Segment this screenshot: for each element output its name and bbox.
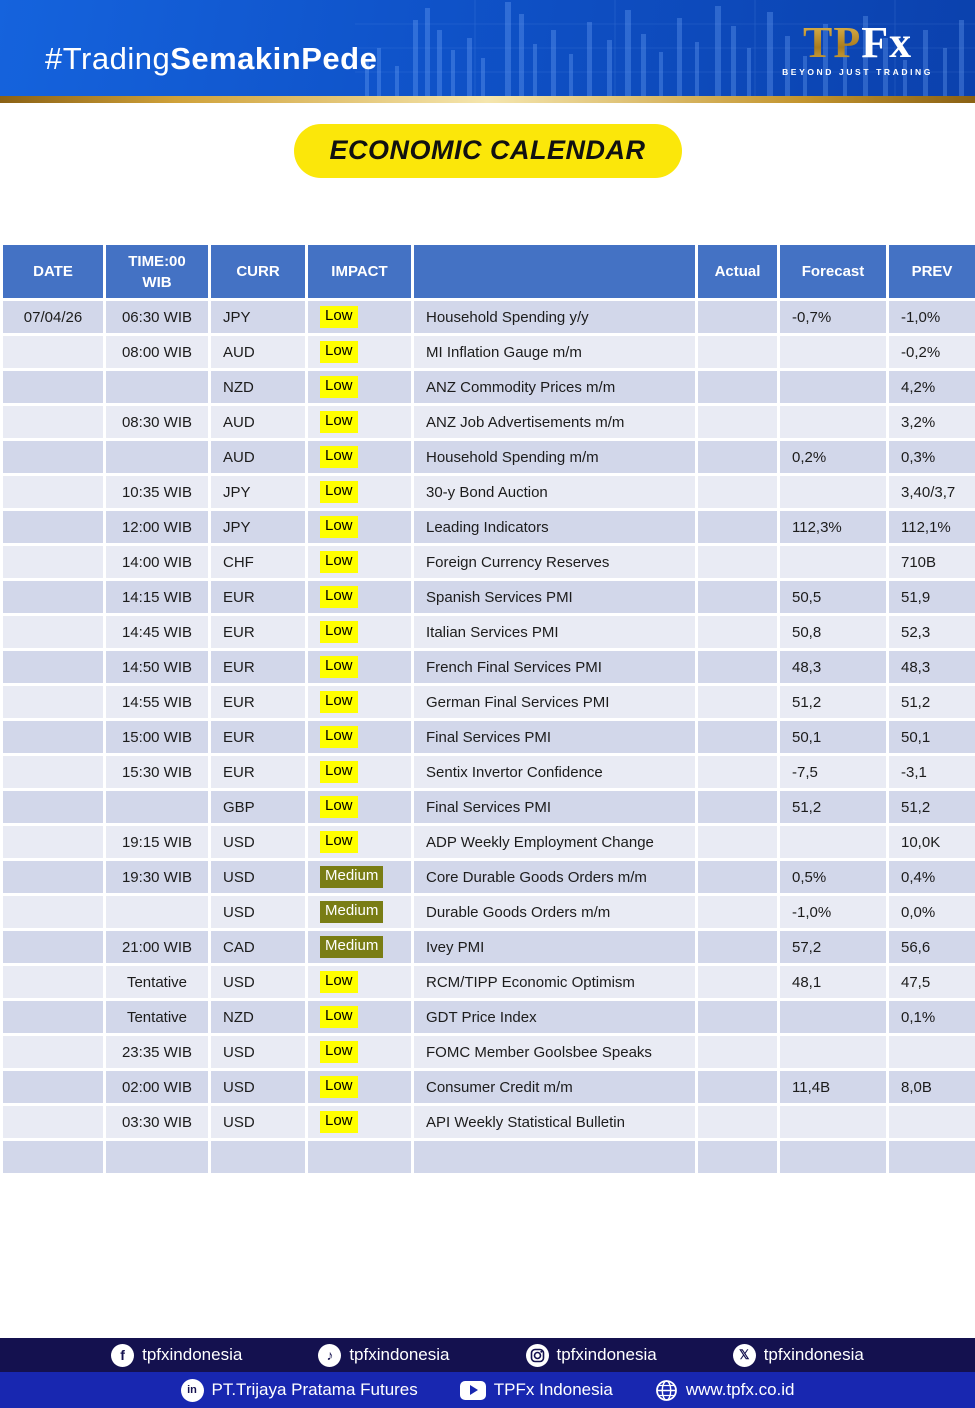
cell-event: Final Services PMI	[414, 791, 695, 823]
table-row	[3, 826, 975, 858]
cell-time: 15:00 WIB	[106, 721, 208, 753]
cell-prev: 50,1	[889, 721, 975, 753]
cell-forecast: 0,2%	[780, 441, 886, 473]
cell-actual	[698, 511, 777, 543]
cell-impact	[308, 301, 411, 333]
cell-prev: -0,2%	[889, 336, 975, 368]
social-label: tpfxindonesia	[763, 1345, 864, 1364]
hashtag-bold-part: SemakinPede	[170, 41, 378, 76]
cell-actual	[698, 406, 777, 438]
cell-event: GDT Price Index	[414, 1001, 695, 1033]
impact-badge-low: Low	[320, 446, 358, 468]
table-row	[3, 371, 975, 403]
cell-date	[3, 896, 103, 928]
cell-impact	[308, 511, 411, 543]
cell-prev: 10,0K	[889, 826, 975, 858]
cell-curr: AUD	[211, 441, 305, 473]
cell-impact	[308, 721, 411, 753]
impact-badge-low: Low	[320, 761, 358, 783]
cell-actual	[698, 301, 777, 333]
cell-forecast	[780, 826, 886, 858]
cell-actual	[698, 861, 777, 893]
cell-time: 14:15 WIB	[106, 581, 208, 613]
cell-actual	[698, 756, 777, 788]
impact-badge-low: Low	[320, 691, 358, 713]
cell-actual	[698, 791, 777, 823]
cell-forecast: 51,2	[780, 791, 886, 823]
cell-impact	[308, 756, 411, 788]
social-link-tiktok[interactable]	[318, 1344, 449, 1367]
cell-prev: 112,1%	[889, 511, 975, 543]
table-row	[3, 441, 975, 473]
cell-curr	[211, 1141, 305, 1173]
cell-curr: USD	[211, 826, 305, 858]
cell-event: Foreign Currency Reserves	[414, 546, 695, 578]
impact-badge-low: Low	[320, 1111, 358, 1133]
table-row	[3, 546, 975, 578]
social-link-facebook[interactable]	[111, 1344, 242, 1367]
cell-time	[106, 441, 208, 473]
cell-actual	[698, 441, 777, 473]
logo-tagline: BEYOND JUST TRADING	[782, 67, 933, 77]
impact-badge-low: Low	[320, 551, 358, 573]
footer-company-bar	[0, 1372, 975, 1408]
cell-impact	[308, 966, 411, 998]
cell-date	[3, 511, 103, 543]
cell-event: Ivey PMI	[414, 931, 695, 963]
table-row	[3, 686, 975, 718]
table-row	[3, 336, 975, 368]
impact-badge-low: Low	[320, 481, 358, 503]
cell-date	[3, 371, 103, 403]
cell-date	[3, 686, 103, 718]
social-label: TPFx Indonesia	[493, 1380, 613, 1399]
cell-prev: 0,4%	[889, 861, 975, 893]
cell-forecast: -7,5	[780, 756, 886, 788]
impact-badge-low: Low	[320, 586, 358, 608]
cell-date	[3, 441, 103, 473]
table-row	[3, 721, 975, 753]
cell-event: Leading Indicators	[414, 511, 695, 543]
impact-badge-low: Low	[320, 306, 358, 328]
cell-date	[3, 1071, 103, 1103]
cell-actual	[698, 721, 777, 753]
table-row	[3, 1071, 975, 1103]
col-header-time: TIME:00 WIB	[106, 245, 208, 298]
cell-curr: EUR	[211, 686, 305, 718]
table-row	[3, 511, 975, 543]
cell-time: 14:55 WIB	[106, 686, 208, 718]
cell-date	[3, 791, 103, 823]
cell-time: 10:35 WIB	[106, 476, 208, 508]
cell-actual	[698, 1036, 777, 1068]
page-title: ECONOMIC CALENDAR	[329, 135, 646, 165]
cell-impact	[308, 441, 411, 473]
company-link-linkedin[interactable]	[181, 1379, 418, 1402]
cell-event: Final Services PMI	[414, 721, 695, 753]
cell-forecast	[780, 476, 886, 508]
cell-impact	[308, 616, 411, 648]
social-label: tpfxindonesia	[349, 1345, 450, 1364]
cell-impact	[308, 651, 411, 683]
cell-curr: USD	[211, 966, 305, 998]
cell-forecast: 48,1	[780, 966, 886, 998]
cell-time: 03:30 WIB	[106, 1106, 208, 1138]
cell-forecast: 57,2	[780, 931, 886, 963]
cell-impact	[308, 896, 411, 928]
col-header-forecast: Forecast	[780, 245, 886, 298]
cell-prev: 52,3	[889, 616, 975, 648]
cell-forecast	[780, 1106, 886, 1138]
cell-event: Core Durable Goods Orders m/m	[414, 861, 695, 893]
cell-curr: GBP	[211, 791, 305, 823]
impact-badge-low: Low	[320, 831, 358, 853]
cell-curr: AUD	[211, 406, 305, 438]
cell-forecast: 48,3	[780, 651, 886, 683]
cell-forecast	[780, 546, 886, 578]
cell-date	[3, 581, 103, 613]
cell-forecast	[780, 1141, 886, 1173]
cell-time: 08:30 WIB	[106, 406, 208, 438]
cell-event	[414, 1141, 695, 1173]
table-row	[3, 301, 975, 333]
cell-prev: 48,3	[889, 651, 975, 683]
cell-impact	[308, 371, 411, 403]
cell-time: 23:35 WIB	[106, 1036, 208, 1068]
cell-actual	[698, 1106, 777, 1138]
cell-date	[3, 966, 103, 998]
cell-date	[3, 616, 103, 648]
tpfx-logo	[782, 18, 933, 77]
cell-forecast: 50,5	[780, 581, 886, 613]
cell-curr: AUD	[211, 336, 305, 368]
cell-forecast	[780, 406, 886, 438]
cell-forecast: 0,5%	[780, 861, 886, 893]
table-row	[3, 931, 975, 963]
table-row	[3, 966, 975, 998]
cell-event: German Final Services PMI	[414, 686, 695, 718]
impact-badge-low: Low	[320, 656, 358, 678]
cell-time: 14:50 WIB	[106, 651, 208, 683]
cell-curr: EUR	[211, 581, 305, 613]
cell-event: FOMC Member Goolsbee Speaks	[414, 1036, 695, 1068]
cell-date	[3, 721, 103, 753]
social-label: tpfxindonesia	[556, 1345, 657, 1364]
cell-event: ANZ Commodity Prices m/m	[414, 371, 695, 403]
cell-forecast: -0,7%	[780, 301, 886, 333]
col-header-event	[414, 245, 695, 298]
cell-curr: USD	[211, 1036, 305, 1068]
cell-curr: EUR	[211, 721, 305, 753]
cell-prev: 56,6	[889, 931, 975, 963]
cell-forecast	[780, 1001, 886, 1033]
cell-curr: JPY	[211, 476, 305, 508]
cell-actual	[698, 581, 777, 613]
cell-curr: USD	[211, 1071, 305, 1103]
impact-badge-medium: Medium	[320, 936, 383, 958]
cell-impact	[308, 791, 411, 823]
cell-prev: 3,40/3,7	[889, 476, 975, 508]
cell-event: ADP Weekly Employment Change	[414, 826, 695, 858]
cell-time: 02:00 WIB	[106, 1071, 208, 1103]
table-row	[3, 616, 975, 648]
cell-actual	[698, 546, 777, 578]
cell-impact	[308, 1071, 411, 1103]
cell-date: 07/04/26	[3, 301, 103, 333]
facebook-icon: f	[111, 1344, 134, 1367]
play-triangle	[470, 1385, 478, 1395]
cell-prev: 47,5	[889, 966, 975, 998]
cell-curr: USD	[211, 1106, 305, 1138]
cell-date	[3, 1106, 103, 1138]
cell-curr: CAD	[211, 931, 305, 963]
cell-time	[106, 896, 208, 928]
cell-actual	[698, 336, 777, 368]
table-row	[3, 896, 975, 928]
cell-event: 30-y Bond Auction	[414, 476, 695, 508]
cell-time	[106, 371, 208, 403]
cell-date	[3, 861, 103, 893]
cell-forecast: -1,0%	[780, 896, 886, 928]
globe-icon	[655, 1379, 678, 1402]
cell-impact	[308, 546, 411, 578]
page-title-pill	[294, 124, 682, 178]
cell-prev	[889, 1106, 975, 1138]
cell-curr: EUR	[211, 651, 305, 683]
cell-actual	[698, 616, 777, 648]
cell-actual	[698, 826, 777, 858]
social-label: www.tpfx.co.id	[685, 1380, 795, 1399]
cell-event: MI Inflation Gauge m/m	[414, 336, 695, 368]
cell-date	[3, 1141, 103, 1173]
cell-impact	[308, 581, 411, 613]
cell-event: Italian Services PMI	[414, 616, 695, 648]
col-header-prev: PREV	[889, 245, 975, 298]
cell-impact	[308, 1106, 411, 1138]
table-row	[3, 756, 975, 788]
cell-prev: -1,0%	[889, 301, 975, 333]
cell-impact	[308, 1001, 411, 1033]
impact-badge-low: Low	[320, 341, 358, 363]
impact-badge-medium: Medium	[320, 901, 383, 923]
logo-tp: TP	[802, 18, 862, 67]
cell-date	[3, 1036, 103, 1068]
table-row	[3, 406, 975, 438]
table-row	[3, 476, 975, 508]
cell-event: French Final Services PMI	[414, 651, 695, 683]
footer-social-bar	[0, 1338, 975, 1372]
table-header-row	[3, 245, 975, 298]
cell-impact	[308, 931, 411, 963]
logo-fx: Fx	[861, 18, 913, 67]
cell-prev	[889, 1036, 975, 1068]
cell-prev: 51,2	[889, 686, 975, 718]
table-row	[3, 1001, 975, 1033]
cell-forecast	[780, 336, 886, 368]
economic-calendar-table	[0, 242, 975, 1176]
cell-prev	[889, 1141, 975, 1173]
cell-impact	[308, 406, 411, 438]
impact-badge-medium: Medium	[320, 866, 383, 888]
cell-curr: NZD	[211, 371, 305, 403]
cell-prev: 3,2%	[889, 406, 975, 438]
cell-prev: 0,3%	[889, 441, 975, 473]
cell-date	[3, 756, 103, 788]
cell-time: 14:00 WIB	[106, 546, 208, 578]
impact-badge-low: Low	[320, 1006, 358, 1028]
cell-prev: 51,2	[889, 791, 975, 823]
cell-curr: USD	[211, 896, 305, 928]
cell-forecast	[780, 1036, 886, 1068]
cell-date	[3, 826, 103, 858]
col-header-impact: IMPACT	[308, 245, 411, 298]
cell-prev: 0,1%	[889, 1001, 975, 1033]
cell-actual	[698, 651, 777, 683]
cell-actual	[698, 1001, 777, 1033]
cell-impact	[308, 826, 411, 858]
social-label: PT.Trijaya Pratama Futures	[211, 1380, 418, 1399]
cell-forecast: 50,1	[780, 721, 886, 753]
cell-impact	[308, 1141, 411, 1173]
cell-curr: EUR	[211, 616, 305, 648]
cell-event: Durable Goods Orders m/m	[414, 896, 695, 928]
hashtag-light-part: #Trading	[45, 41, 171, 76]
cell-event: Sentix Invertor Confidence	[414, 756, 695, 788]
cell-prev: 0,0%	[889, 896, 975, 928]
cell-date	[3, 931, 103, 963]
cell-curr: NZD	[211, 1001, 305, 1033]
cell-curr: CHF	[211, 546, 305, 578]
table-row	[3, 651, 975, 683]
impact-badge-low: Low	[320, 726, 358, 748]
linkedin-icon: in	[181, 1379, 204, 1402]
cell-prev: 4,2%	[889, 371, 975, 403]
impact-badge-low: Low	[320, 376, 358, 398]
cell-time: Tentative	[106, 1001, 208, 1033]
cell-date	[3, 336, 103, 368]
cell-impact	[308, 1036, 411, 1068]
social-link-instagram[interactable]	[526, 1344, 657, 1367]
cell-prev: -3,1	[889, 756, 975, 788]
cell-prev: 8,0B	[889, 1071, 975, 1103]
economic-calendar-table-wrap	[0, 242, 975, 1176]
impact-badge-low: Low	[320, 1076, 358, 1098]
cell-time: 06:30 WIB	[106, 301, 208, 333]
cell-impact	[308, 686, 411, 718]
cell-time: 14:45 WIB	[106, 616, 208, 648]
tpfx-logo-text	[782, 18, 933, 67]
cell-curr: JPY	[211, 511, 305, 543]
cell-forecast: 112,3%	[780, 511, 886, 543]
cell-time: 15:30 WIB	[106, 756, 208, 788]
company-link-youtube[interactable]	[460, 1380, 613, 1400]
cell-actual	[698, 686, 777, 718]
cell-curr: EUR	[211, 756, 305, 788]
cell-forecast	[780, 371, 886, 403]
cell-actual	[698, 476, 777, 508]
instagram-icon	[526, 1344, 549, 1367]
cell-time: Tentative	[106, 966, 208, 998]
cell-date	[3, 546, 103, 578]
campaign-hashtag	[45, 41, 377, 77]
cell-event: Household Spending y/y	[414, 301, 695, 333]
cell-actual	[698, 896, 777, 928]
cell-curr: USD	[211, 861, 305, 893]
cell-time: 08:00 WIB	[106, 336, 208, 368]
social-label: tpfxindonesia	[142, 1345, 243, 1364]
impact-badge-low: Low	[320, 971, 358, 993]
company-link-globe[interactable]	[655, 1379, 795, 1402]
cell-time: 19:15 WIB	[106, 826, 208, 858]
impact-badge-low: Low	[320, 1041, 358, 1063]
cell-prev: 51,9	[889, 581, 975, 613]
cell-event: RCM/TIPP Economic Optimism	[414, 966, 695, 998]
cell-event: API Weekly Statistical Bulletin	[414, 1106, 695, 1138]
cell-date	[3, 1001, 103, 1033]
cell-actual	[698, 966, 777, 998]
cell-prev: 710B	[889, 546, 975, 578]
col-header-date: DATE	[3, 245, 103, 298]
table-row	[3, 1141, 975, 1173]
cell-actual	[698, 1141, 777, 1173]
col-header-curr: CURR	[211, 245, 305, 298]
cell-forecast: 50,8	[780, 616, 886, 648]
cell-event: ANZ Job Advertisements m/m	[414, 406, 695, 438]
cell-time: 12:00 WIB	[106, 511, 208, 543]
x-icon: 𝕏	[733, 1344, 756, 1367]
impact-badge-low: Low	[320, 621, 358, 643]
cell-time	[106, 1141, 208, 1173]
table-row	[3, 791, 975, 823]
col-header-actual: Actual	[698, 245, 777, 298]
cell-date	[3, 476, 103, 508]
table-row	[3, 581, 975, 613]
cell-forecast: 51,2	[780, 686, 886, 718]
cell-actual	[698, 931, 777, 963]
cell-event: Consumer Credit m/m	[414, 1071, 695, 1103]
gold-divider	[0, 96, 975, 103]
cell-impact	[308, 336, 411, 368]
cell-time	[106, 791, 208, 823]
cell-event: Household Spending m/m	[414, 441, 695, 473]
cell-forecast: 11,4B	[780, 1071, 886, 1103]
cell-impact	[308, 861, 411, 893]
footer	[0, 1338, 975, 1408]
table-row	[3, 1036, 975, 1068]
cell-event: Spanish Services PMI	[414, 581, 695, 613]
impact-badge-low: Low	[320, 411, 358, 433]
cell-date	[3, 651, 103, 683]
social-link-x[interactable]	[733, 1344, 864, 1367]
cell-actual	[698, 371, 777, 403]
cell-time: 21:00 WIB	[106, 931, 208, 963]
cell-date	[3, 406, 103, 438]
table-row	[3, 861, 975, 893]
table-row	[3, 1106, 975, 1138]
impact-badge-low: Low	[320, 796, 358, 818]
youtube-icon	[460, 1381, 486, 1400]
cell-actual	[698, 1071, 777, 1103]
impact-badge-low: Low	[320, 516, 358, 538]
cell-impact	[308, 476, 411, 508]
top-banner	[0, 0, 975, 96]
cell-time: 19:30 WIB	[106, 861, 208, 893]
tiktok-icon: ♪	[318, 1344, 341, 1367]
cell-curr: JPY	[211, 301, 305, 333]
